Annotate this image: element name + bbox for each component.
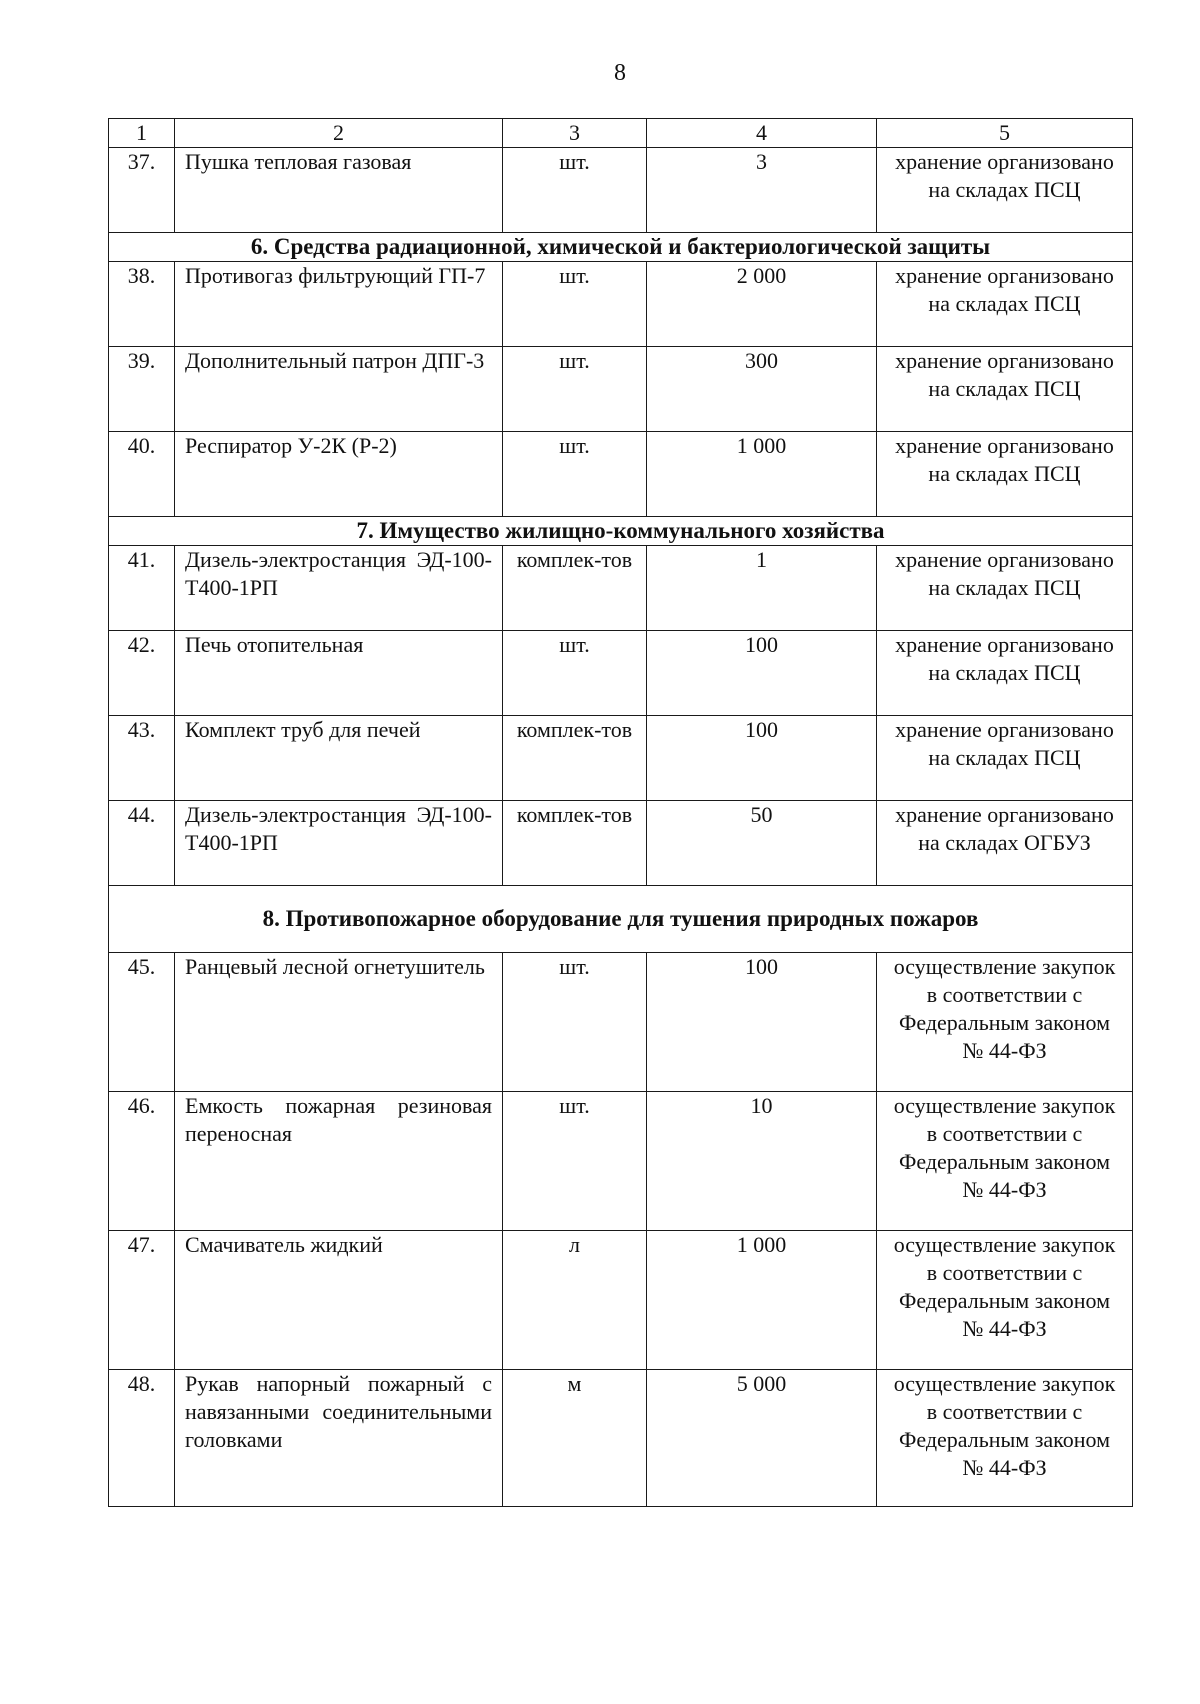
item-unit: шт.: [503, 953, 647, 1092]
item-storage-note: хранение организовано на складах ПСЦ: [877, 347, 1133, 432]
row-number: 45.: [109, 953, 175, 1092]
item-quantity: 2 000: [647, 262, 877, 347]
item-unit: комплек-тов: [503, 716, 647, 801]
item-quantity: 50: [647, 801, 877, 886]
item-unit: шт.: [503, 1092, 647, 1231]
table-row: [109, 1370, 1133, 1507]
item-storage-note: хранение организовано на складах ПСЦ: [877, 546, 1133, 631]
row-number: 37.: [109, 148, 175, 233]
table-row: [109, 1231, 1133, 1370]
item-quantity: 3: [647, 148, 877, 233]
item-quantity: 1: [647, 546, 877, 631]
item-unit: л: [503, 1231, 647, 1370]
table-row: [109, 953, 1133, 1092]
item-quantity: 1 000: [647, 432, 877, 517]
column-header: 5: [877, 119, 1133, 148]
item-storage-note: хранение организовано на складах ПСЦ: [877, 631, 1133, 716]
item-quantity: 100: [647, 631, 877, 716]
item-unit: м: [503, 1370, 647, 1507]
column-header: 2: [175, 119, 503, 148]
row-number: 48.: [109, 1370, 175, 1507]
table-row: [109, 1092, 1133, 1231]
item-name: Противогаз фильтрующий ГП-7: [175, 262, 503, 347]
item-name: Респиратор У-2К (Р-2): [175, 432, 503, 517]
item-unit: шт.: [503, 347, 647, 432]
table-row: [109, 546, 1133, 631]
item-procurement-note: осуществление закупок в соответствии с Федеральным законом № 44-ФЗ: [877, 1092, 1133, 1231]
row-number: 47.: [109, 1231, 175, 1370]
item-unit: комплек-тов: [503, 546, 647, 631]
item-procurement-note: осуществление закупок в соответствии с Федеральным законом № 44-ФЗ: [877, 1370, 1133, 1507]
section-heading-row: [109, 233, 1133, 262]
item-name: Ранцевый лесной огнетушитель: [175, 953, 503, 1092]
section-title: 7. Имущество жилищно-коммунального хозяйства: [109, 517, 1133, 546]
item-name: Рукав напорный пожарный с навязанными соединительными головками: [175, 1370, 503, 1507]
item-name: Пушка тепловая газовая: [175, 148, 503, 233]
property-table: [108, 118, 1133, 1507]
row-number: 44.: [109, 801, 175, 886]
table-row: [109, 262, 1133, 347]
item-quantity: 5 000: [647, 1370, 877, 1507]
table-row: [109, 148, 1133, 233]
item-procurement-note: осуществление закупок в соответствии с Федеральным законом № 44-ФЗ: [877, 953, 1133, 1092]
row-number: 42.: [109, 631, 175, 716]
item-storage-note: хранение организовано на складах ОГБУЗ: [877, 801, 1133, 886]
column-number-row: [109, 119, 1133, 148]
item-name: Комплект труб для печей: [175, 716, 503, 801]
item-quantity: 100: [647, 953, 877, 1092]
column-header: 3: [503, 119, 647, 148]
item-unit: шт.: [503, 432, 647, 517]
column-header: 1: [109, 119, 175, 148]
item-unit: комплек-тов: [503, 801, 647, 886]
item-quantity: 300: [647, 347, 877, 432]
row-number: 39.: [109, 347, 175, 432]
column-header: 4: [647, 119, 877, 148]
table-row: [109, 631, 1133, 716]
item-quantity: 100: [647, 716, 877, 801]
item-name: Дизель-электростанция ЭД-100-Т400-1РП: [175, 801, 503, 886]
item-name: Дизель-электростанция ЭД-100-Т400-1РП: [175, 546, 503, 631]
table-row: [109, 432, 1133, 517]
item-name: Дополнительный патрон ДПГ-3: [175, 347, 503, 432]
row-number: 41.: [109, 546, 175, 631]
table-row: [109, 801, 1133, 886]
item-unit: шт.: [503, 631, 647, 716]
item-storage-note: хранение организовано на складах ПСЦ: [877, 148, 1133, 233]
item-quantity: 1 000: [647, 1231, 877, 1370]
item-unit: шт.: [503, 148, 647, 233]
item-name: Печь отопительная: [175, 631, 503, 716]
item-quantity: 10: [647, 1092, 877, 1231]
table-row: [109, 716, 1133, 801]
section-title: 8. Противопожарное оборудование для тушения природных пожаров: [109, 886, 1133, 953]
row-number: 38.: [109, 262, 175, 347]
page-number: 8: [614, 60, 626, 86]
item-storage-note: хранение организовано на складах ПСЦ: [877, 716, 1133, 801]
table-row: [109, 347, 1133, 432]
item-unit: шт.: [503, 262, 647, 347]
item-storage-note: хранение организовано на складах ПСЦ: [877, 262, 1133, 347]
row-number: 40.: [109, 432, 175, 517]
item-storage-note: хранение организовано на складах ПСЦ: [877, 432, 1133, 517]
row-number: 46.: [109, 1092, 175, 1231]
section-heading-row: [109, 886, 1133, 953]
row-number: 43.: [109, 716, 175, 801]
section-title: 6. Средства радиационной, химической и бактериологической защиты: [109, 233, 1133, 262]
item-procurement-note: осуществление закупок в соответствии с Федеральным законом № 44-ФЗ: [877, 1231, 1133, 1370]
item-name: Емкость пожарная резиновая переносная: [175, 1092, 503, 1231]
section-heading-row: [109, 517, 1133, 546]
item-name: Смачиватель жидкий: [175, 1231, 503, 1370]
